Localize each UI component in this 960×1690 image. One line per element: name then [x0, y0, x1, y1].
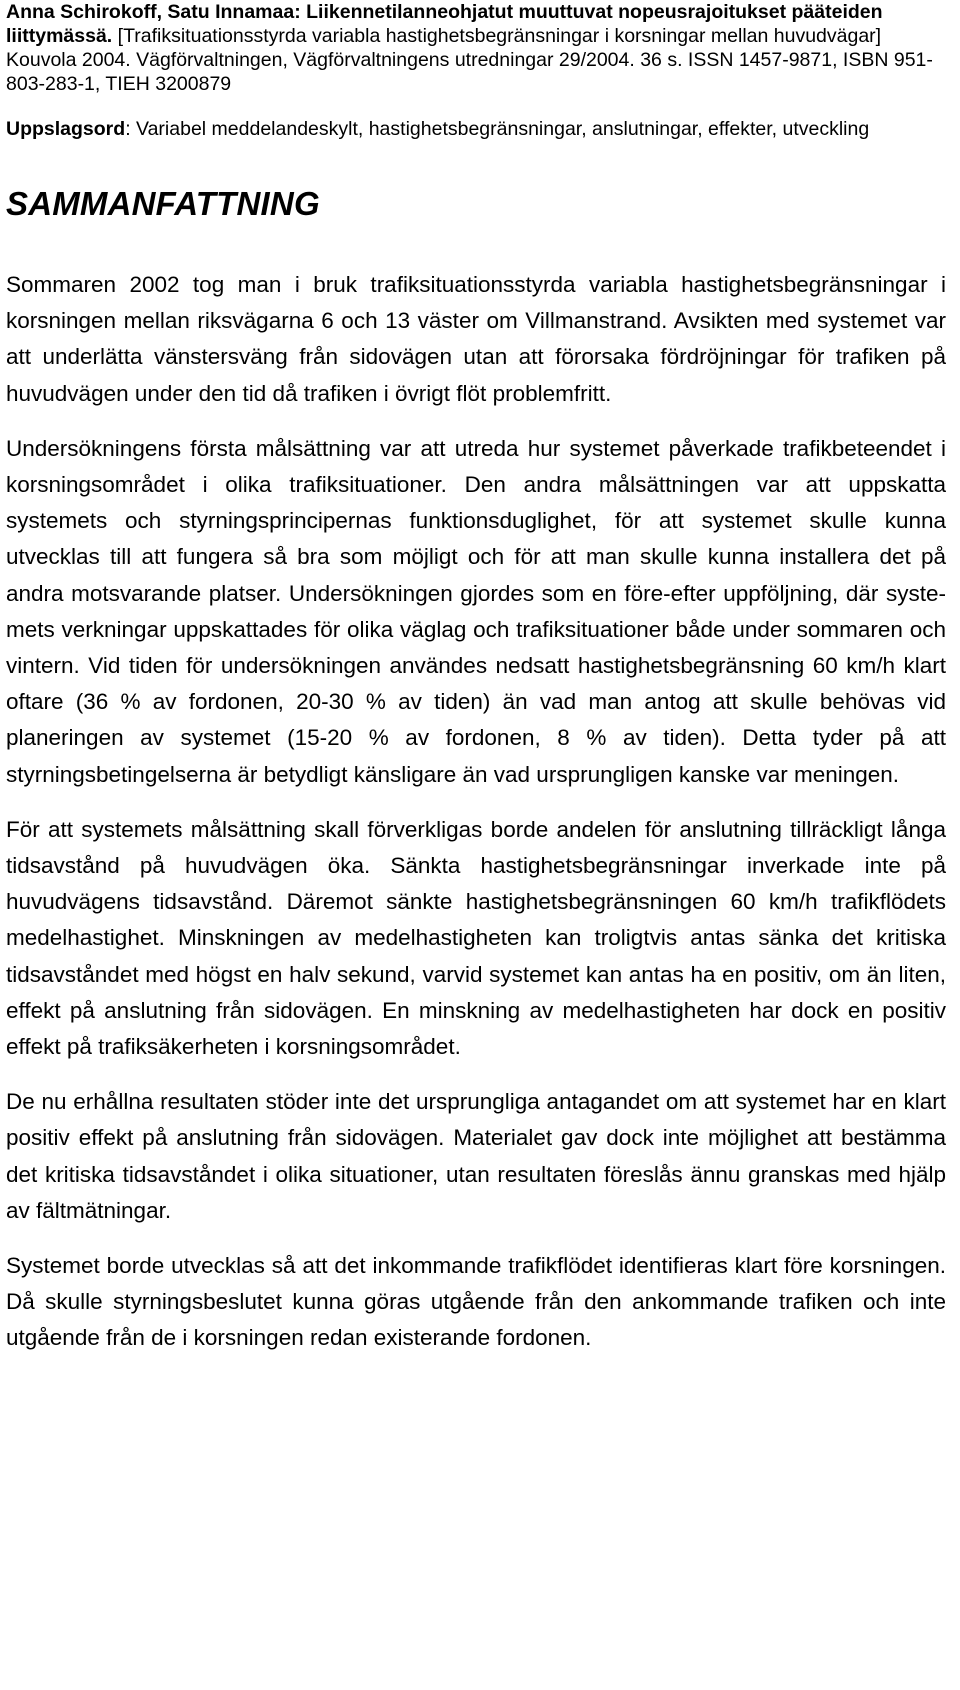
- keywords: [6, 116, 946, 142]
- section-title: SAMMANFATTNING: [6, 185, 320, 222]
- summary-paragraph: Undersökningens första målsättning var att utreda hur systemet påverkade trafikbeteendet i korsningsområdet i olika trafiksituationer. Den andra målsättningen var att uppskatta systemets och styrningsprincipernas funktionsduglighet, för att systemet skulle kunna utvecklas till att fungera så bra som möjligt och för att man skulle kunna installera det på andra motsvarande platser. Undersökningen gjordes som en före-efter uppföljning, där systemets verkningar uppskattades för olika väglag och trafiksituationer både under sommaren och vintern. Vid tiden för undersökningen användes nedsatt hastighetsbegränsning 60 km/h klart oftare (36 % av fordonen, 20-30 % av tiden) än vad man antog att skulle behövas vid planeringen av systemet (15-20 % av fordonen, 8 % av tiden). Detta tyder på att styrningsbetingelserna är betydligt känsligare än vad ursprungligen kanske var meningen.: [6, 435, 946, 787]
- document-page: [6, 0, 946, 1357]
- summary-paragraph: Sommaren 2002 tog man i bruk trafiksituationsstyrda variabla hastighetsbegränsningar i korsningen mellan riksvägarna 6 och 13 väster om Villmanstrand. Avsikten med systemet var att underlätta vänstersväng från sidovägen utan att förorsaka fördröjningar för trafiken på huvudvägen under den tid då trafiken i övrigt flöt problemfritt.: [6, 272, 946, 406]
- citation-details: [Trafiksituationsstyrda variabla hastighetsbegränsningar i korsningar mellan huvudvägar] Kouvola 2004. Vägförvaltningen, Vägförvaltningens utredningar 29/2004. 36 s. ISSN 1457-9871, ISBN 951-803-283-1, TIEH 3200879: [6, 25, 933, 95]
- keywords-text: Variabel meddelandeskylt, hastighetsbegränsningar, anslutningar, effekter, utveckling: [136, 118, 870, 140]
- summary-paragraph: Systemet borde utvecklas så att det inkommande trafikflödet identifieras klart före korsningen. Då skulle styrningsbeslutet kunna göras utgående från den ankommande trafiken och inte utgående från de i korsningen redan existerande fordonen.: [6, 1253, 946, 1351]
- summary-paragraph: För att systemets målsättning skall förverkligas borde andelen för anslutning tillräckligt långa tidsavstånd på huvudvägen öka. Sänkta hastighetsbegränsningar inverkade inte på huvudvägens tidsavstånd. Däremot sänkte hastighetsbegränsningen 60 km/h trafikflödets medelhastighet. Minskningen av medelhastigheten kan troligtvis antas sänka det kritiska tidsavståndet med högst en halv sekund, varvid systemet kan antas ha en positiv, om än liten, effekt på anslutning från sidovägen. En minskning av medelhastigheten har dock en positiv effekt på trafiksäkerheten i korsningsområdet.: [6, 816, 946, 1060]
- authors-title: Anna Schirokoff, Satu Innamaa: Liikennetilanneohjatut muuttuvat nopeusrajoitukset pääteiden liittymässä.: [6, 1, 883, 47]
- summary-paragraph: De nu erhållna resultaten stöder inte det ursprungliga antagandet om att systemet har en klart positiv effekt på anslutning från sidovägen. Materialet gav dock inte möjlighet att bestämma det kritiska tidsavståndet i olika situationer, utan resultaten föreslås ännu granskas med hjälp av fältmätningar.: [6, 1089, 946, 1223]
- keywords-label: Uppslagsord: [6, 118, 126, 140]
- bibliographic-header: [6, 0, 946, 96]
- keywords-separator: :: [125, 118, 137, 140]
